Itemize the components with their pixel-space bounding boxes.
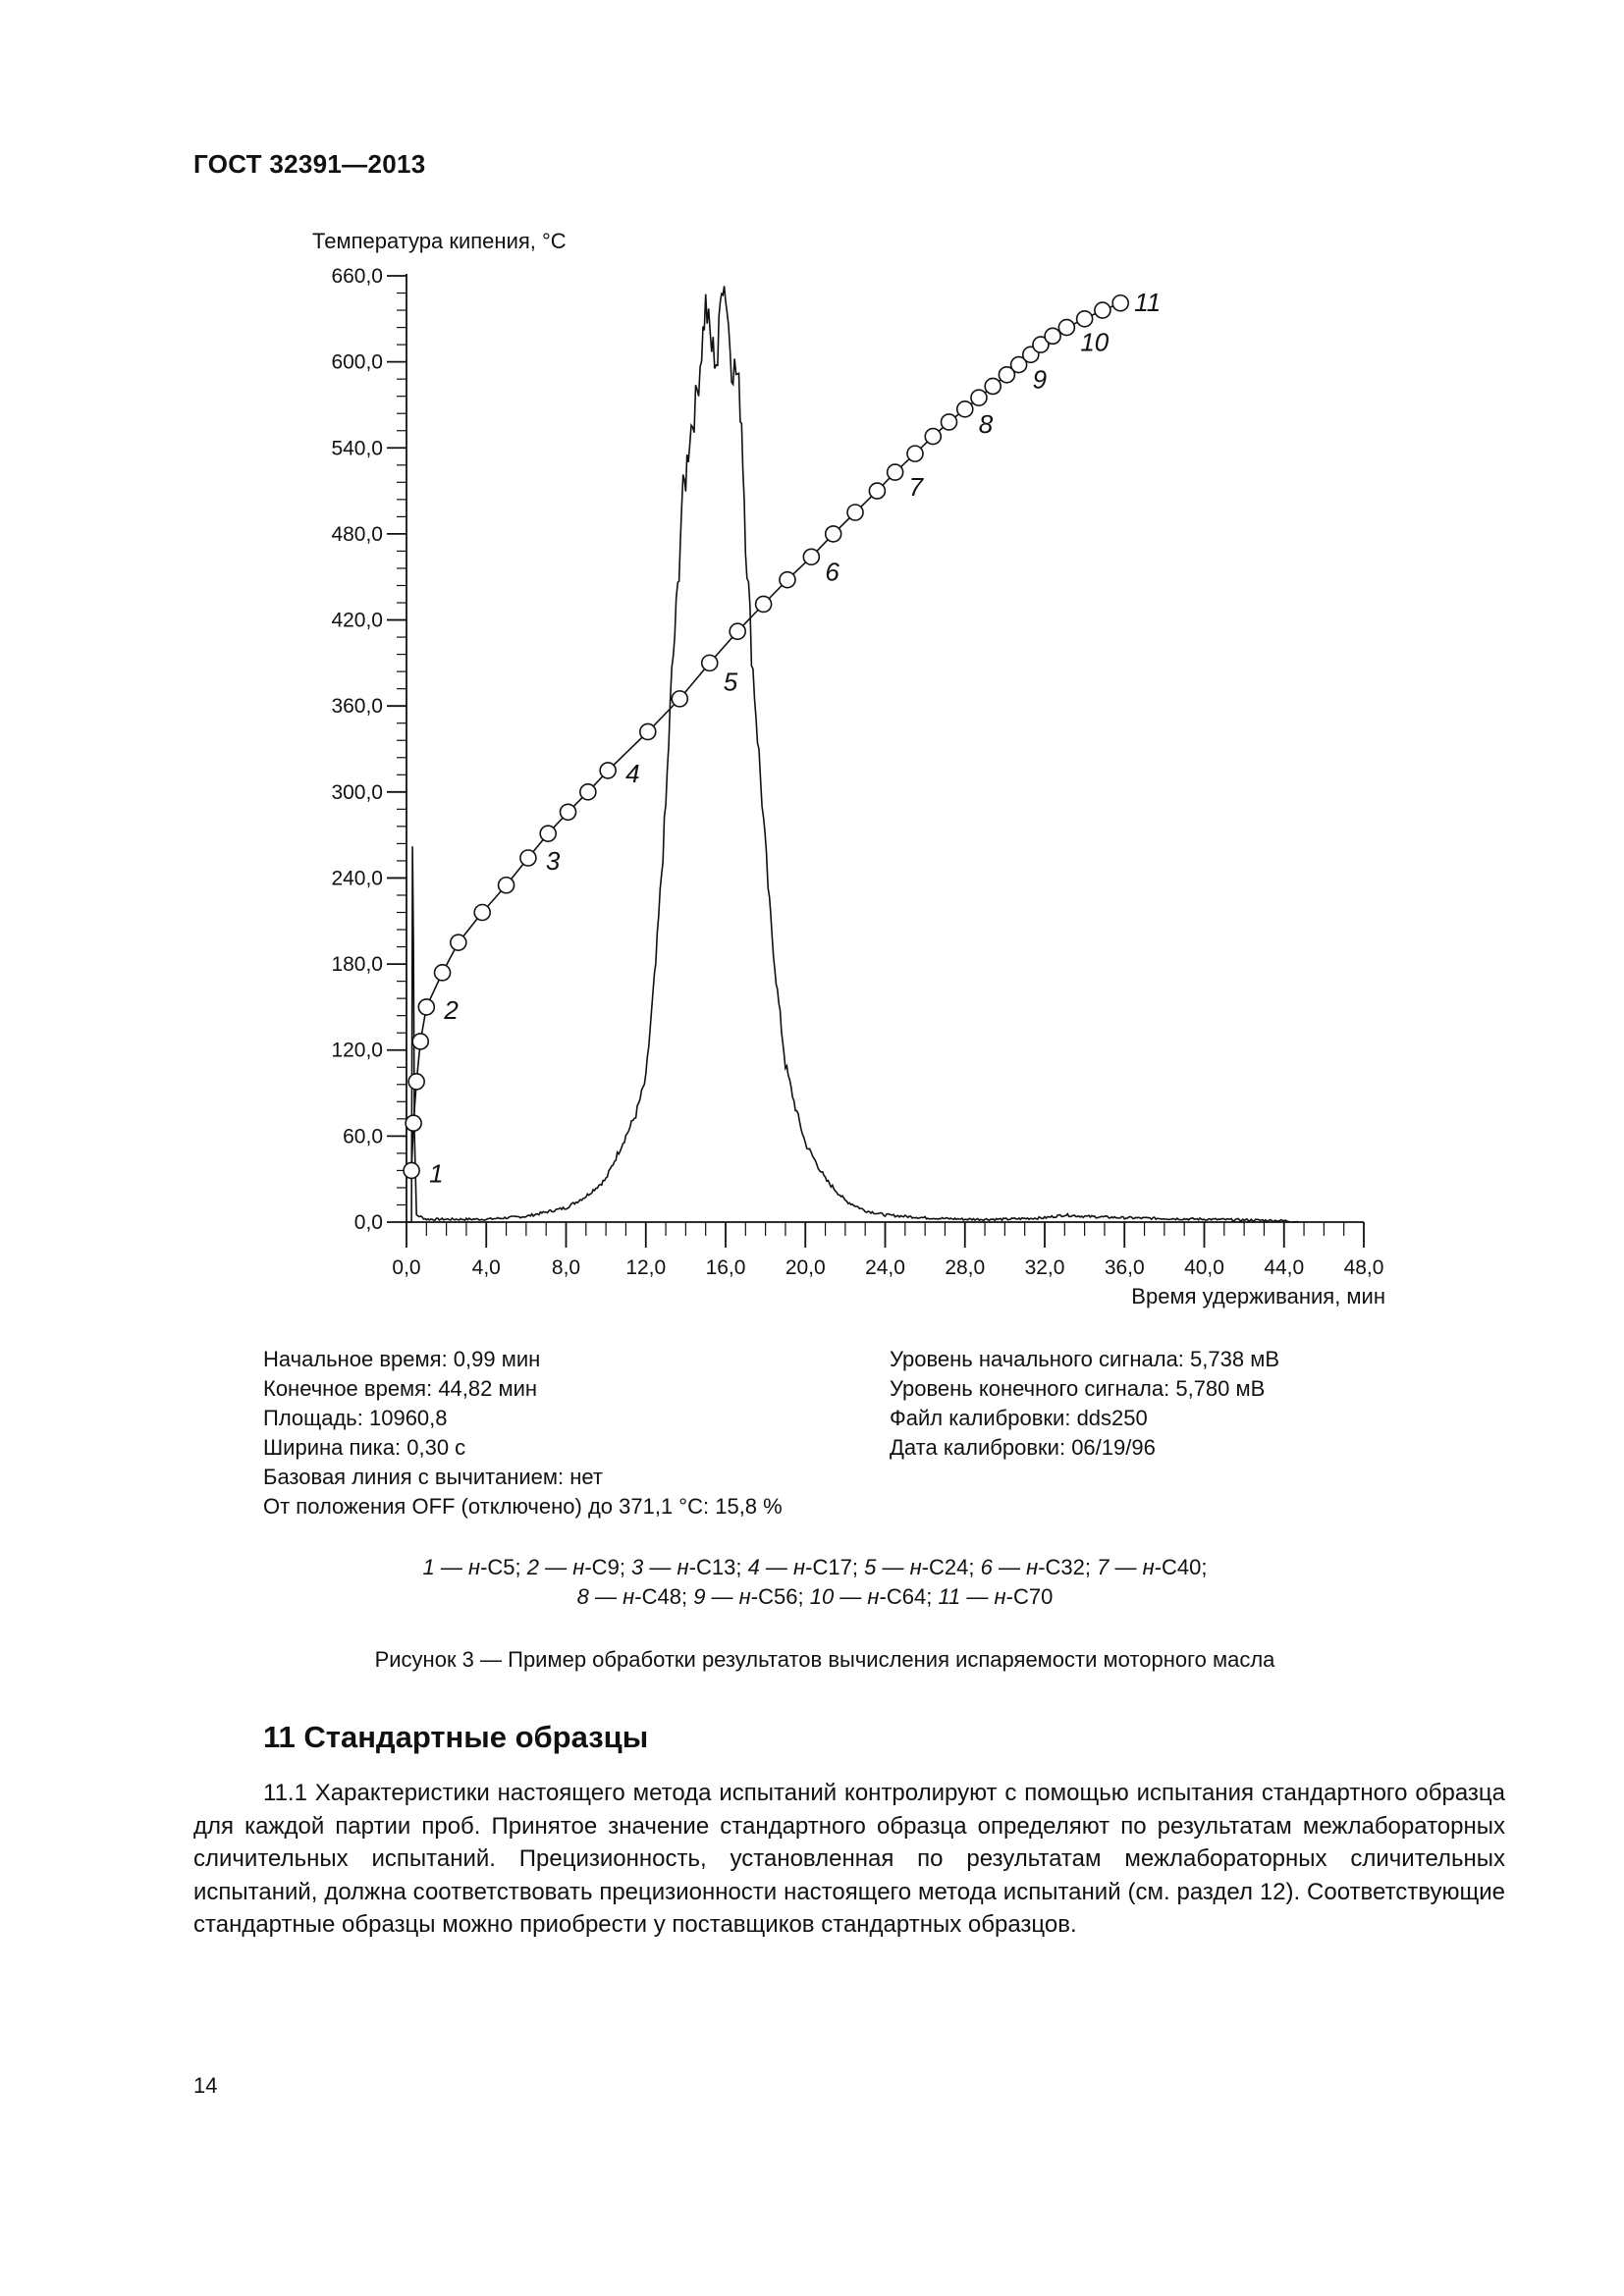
legend-item: 10 — н-С64 bbox=[809, 1584, 927, 1609]
calibration-point bbox=[1095, 302, 1110, 318]
calibration-point bbox=[672, 691, 687, 707]
legend-item: 2 — н-С9 bbox=[526, 1555, 620, 1579]
info-right bbox=[890, 1345, 1279, 1463]
legend-item: 4 — н-С17 bbox=[747, 1555, 852, 1579]
calibration-point bbox=[730, 623, 745, 639]
legend-item: 9 — н-С56 bbox=[693, 1584, 798, 1609]
calibration-point bbox=[826, 526, 841, 542]
legend-item: 7 — н-С40 bbox=[1097, 1555, 1202, 1579]
x-axis-label: Время удерживания, мин bbox=[1131, 1284, 1385, 1308]
calibration-point bbox=[408, 1074, 424, 1090]
y-tick-label: 540,0 bbox=[331, 437, 383, 460]
calibration-point bbox=[907, 446, 923, 461]
y-tick-label: 660,0 bbox=[331, 265, 383, 288]
x-tick-label: 4,0 bbox=[471, 1256, 501, 1279]
calibration-point bbox=[600, 763, 616, 778]
calibration-point bbox=[888, 464, 903, 480]
figure-legend bbox=[324, 1553, 1306, 1612]
y-tick-label: 120,0 bbox=[331, 1039, 383, 1062]
y-tick-label: 360,0 bbox=[331, 695, 383, 719]
calibration-point bbox=[580, 784, 596, 800]
x-tick-label: 20,0 bbox=[785, 1256, 826, 1279]
peak-label: 5 bbox=[723, 667, 738, 697]
info-start-signal: Уровень начального сигнала: 5,738 мВ bbox=[890, 1347, 1279, 1371]
peak-label: 9 bbox=[1032, 364, 1048, 395]
y-tick-label: 480,0 bbox=[331, 522, 383, 546]
boiling-point-curve-line bbox=[411, 303, 1120, 1171]
boiling-point-markers bbox=[404, 295, 1128, 1179]
calibration-point bbox=[561, 804, 576, 820]
calibration-point bbox=[869, 483, 885, 499]
legend-line: 1 — н-С5; 2 — н-С9; 3 — н-С13; 4 — н-С17; 5 — н-С24; 6 — н-С32; 7 — н-С40; bbox=[422, 1555, 1208, 1579]
peak-label: 8 bbox=[978, 408, 994, 439]
x-tick-label: 12,0 bbox=[625, 1256, 667, 1279]
x-tick-label: 16,0 bbox=[705, 1256, 746, 1279]
info-calibration-date: Дата калибровки: 06/19/96 bbox=[890, 1435, 1156, 1460]
y-tick-label: 60,0 bbox=[343, 1125, 383, 1148]
calibration-point bbox=[942, 414, 957, 430]
section-title: 11 Стандартные образцы bbox=[263, 1720, 649, 1754]
peak-label: 4 bbox=[625, 758, 640, 788]
y-tick-label: 0,0 bbox=[353, 1211, 383, 1234]
info-calibration-file: Файл калибровки: dds250 bbox=[890, 1406, 1148, 1430]
info-left bbox=[263, 1345, 783, 1522]
calibration-point bbox=[540, 826, 556, 841]
document-header: ГОСТ 32391—2013 bbox=[193, 149, 426, 179]
page-number: 14 bbox=[193, 2073, 218, 2098]
legend-item: 3 — н-С13 bbox=[631, 1555, 736, 1579]
calibration-point bbox=[702, 655, 718, 670]
y-tick-label: 180,0 bbox=[331, 953, 383, 977]
x-tick-label: 48,0 bbox=[1343, 1256, 1384, 1279]
info-end-time: Конечное время: 44,82 мин bbox=[263, 1376, 538, 1401]
calibration-point bbox=[640, 723, 656, 739]
legend-item: 11 — н-С70 bbox=[938, 1584, 1054, 1609]
info-area: Площадь: 10960,8 bbox=[263, 1406, 448, 1430]
x-tick-label: 32,0 bbox=[1024, 1256, 1065, 1279]
chromatogram-signal-line bbox=[406, 286, 1300, 1222]
calibration-point bbox=[418, 999, 434, 1015]
y-axis-label: Температура кипения, °С bbox=[312, 229, 567, 253]
peak-label: 1 bbox=[429, 1158, 444, 1189]
legend-item: 1 — н-С5 bbox=[422, 1555, 515, 1579]
y-axis bbox=[331, 265, 406, 1234]
x-tick-label: 8,0 bbox=[551, 1256, 581, 1279]
peak-label: 2 bbox=[444, 994, 459, 1025]
calibration-point bbox=[925, 429, 941, 445]
calibration-point bbox=[1112, 295, 1128, 311]
info-start-time: Начальное время: 0,99 мин bbox=[263, 1347, 541, 1371]
info-baseline: Базовая линия с вычитанием: нет bbox=[263, 1465, 603, 1489]
section-paragraph: 11.1 Характеристики настоящего метода испытаний контролируют с помощью испытания стандартного образца для каждой партии проб. Принятое значение стандартного образца определяют по результатам межлабораторных сличительных испытаний. Прецизионность, установленная по результатам межлабораторных сличительных испытаний, должна соответствовать прецизионности настоящего метода испытаний (см. раздел 12). Соответствующие стандартные образцы можно приобрести у поставщиков стандартных образцов. bbox=[193, 1780, 1505, 1938]
calibration-point bbox=[847, 505, 863, 520]
calibration-point bbox=[499, 878, 514, 893]
calibration-point bbox=[412, 1034, 428, 1049]
calibration-point bbox=[474, 905, 490, 921]
calibration-point bbox=[971, 390, 987, 405]
legend-item: 6 — н-С32 bbox=[980, 1555, 1085, 1579]
calibration-point bbox=[1045, 328, 1060, 344]
calibration-point bbox=[985, 378, 1001, 394]
info-off-position: От положения OFF (отключено) до 371,1 °С: 15,8 % bbox=[263, 1494, 783, 1519]
peak-label: 10 bbox=[1080, 327, 1110, 357]
peak-annotations bbox=[429, 288, 1161, 1189]
peak-label: 6 bbox=[825, 557, 839, 587]
x-tick-label: 24,0 bbox=[865, 1256, 905, 1279]
x-tick-label: 0,0 bbox=[392, 1256, 421, 1279]
peak-label: 11 bbox=[1134, 287, 1162, 317]
x-tick-label: 40,0 bbox=[1184, 1256, 1224, 1279]
x-axis bbox=[392, 1222, 1383, 1279]
x-tick-label: 28,0 bbox=[945, 1256, 986, 1279]
calibration-point bbox=[1077, 311, 1093, 327]
legend-item: 8 — н-С48 bbox=[576, 1584, 681, 1609]
info-end-signal: Уровень конечного сигнала: 5,780 мВ bbox=[890, 1376, 1266, 1401]
calibration-point bbox=[451, 934, 466, 950]
figure-caption: Рисунок 3 — Пример обработки результатов вычисления испаряемости моторного масла bbox=[374, 1647, 1275, 1672]
x-tick-label: 36,0 bbox=[1104, 1256, 1145, 1279]
calibration-point bbox=[1058, 320, 1074, 336]
calibration-point bbox=[406, 1115, 421, 1131]
legend-line: 8 — н-С48; 9 — н-С56; 10 — н-С64; 11 — н-С70 bbox=[576, 1584, 1054, 1609]
calibration-point bbox=[404, 1162, 419, 1178]
y-tick-label: 240,0 bbox=[331, 867, 383, 890]
calibration-point bbox=[957, 401, 973, 417]
calibration-point bbox=[780, 572, 795, 588]
calibration-point bbox=[520, 850, 536, 866]
calibration-point bbox=[756, 596, 772, 612]
legend-item: 5 — н-С24 bbox=[864, 1555, 969, 1579]
info-peak-width: Ширина пика: 0,30 с bbox=[263, 1435, 466, 1460]
peak-label: 3 bbox=[545, 846, 561, 877]
y-tick-label: 300,0 bbox=[331, 780, 383, 804]
y-tick-label: 600,0 bbox=[331, 350, 383, 374]
x-tick-label: 44,0 bbox=[1264, 1256, 1305, 1279]
calibration-point bbox=[435, 965, 451, 981]
calibration-point bbox=[803, 549, 819, 564]
peak-label: 7 bbox=[908, 472, 924, 503]
y-tick-label: 420,0 bbox=[331, 609, 383, 632]
